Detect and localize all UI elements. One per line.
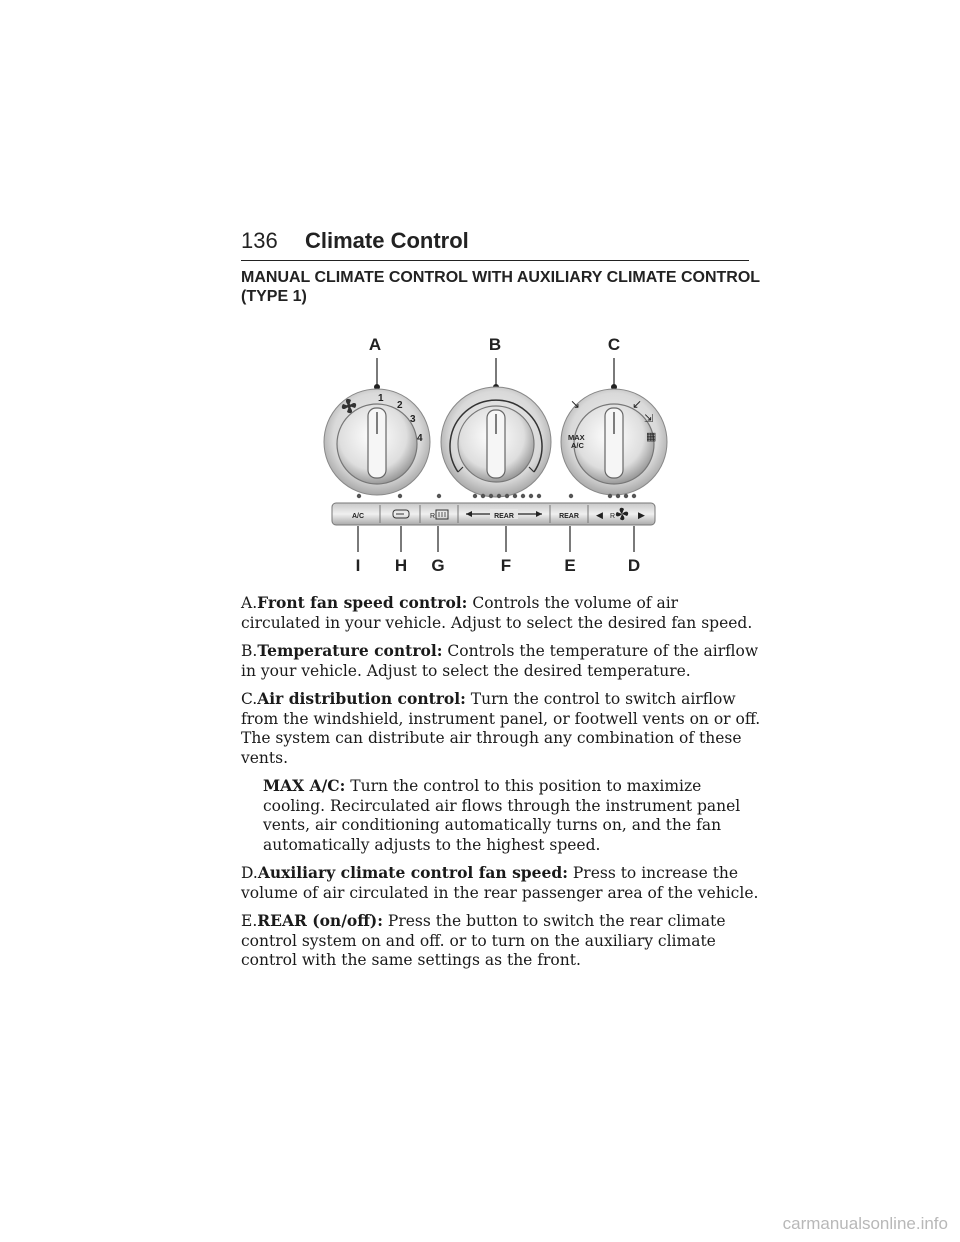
callout-i: I: [355, 556, 361, 575]
item-a: A.Front fan speed control: Controls the volume of air circulated in your vehicle. Adjust to select the desired fan speed.: [241, 593, 753, 632]
recirc-defrost-label[interactable]: R: [430, 513, 436, 520]
max-ac-label-ac: A/C: [571, 441, 584, 450]
body-text: [241, 593, 761, 979]
fan-speed-2: 2: [397, 400, 403, 411]
watermark: carmanualsonline.info: [782, 1214, 948, 1233]
section-title: MANUAL CLIMATE CONTROL WITH AUXILIARY CLIMATE CONTROL (TYPE 1): [241, 269, 760, 305]
rear-fan-decrease-icon[interactable]: ◀: [596, 510, 603, 520]
fan-speed-4: 4: [417, 433, 423, 444]
callout-f: F: [500, 556, 512, 575]
climate-control-diagram: [320, 330, 680, 580]
fan-speed-3: 3: [410, 414, 416, 425]
callout-a: A: [368, 335, 382, 354]
item-max-ac: MAX A/C: Turn the control to this position to maximize cooling. Recirculated air flows through the instrument panel vents, air conditioning automatically turns on, and the fan automatically adjusts to the highest speed.: [263, 776, 741, 854]
callout-c: C: [607, 335, 621, 354]
defrost-icon: ▦: [646, 431, 657, 443]
climate-control-figure: [320, 330, 680, 580]
rear-temperature-label: REAR: [494, 513, 514, 520]
fan-speed-1: 1: [378, 393, 384, 404]
temperature-knob[interactable]: [441, 387, 551, 497]
floor-defrost-icon: ⇲: [644, 413, 654, 425]
callout-d: D: [627, 556, 641, 575]
max-ac-label-max: MAX: [568, 433, 585, 442]
ac-button[interactable]: A/C: [351, 513, 365, 520]
callout-h: H: [394, 556, 408, 575]
item-e: E.REAR (on/off): Press the button to switch the rear climate control system on and off. or to turn on the auxiliary climate control with the same settings as the front.: [241, 911, 726, 969]
item-c: C.Air distribution control: Turn the control to switch airflow from the windshield, instrument panel, or footwell vents on or off. The system can distribute air through any combination of these vents.: [241, 689, 761, 767]
item-d: D.Auxiliary climate control fan speed: Press to increase the volume of air circulated in the rear passenger area of the vehicle.: [241, 863, 759, 902]
page-header: [241, 228, 749, 261]
item-b: B.Temperature control: Controls the temperature of the airflow in your vehicle. Adjust to select the desired temperature.: [241, 641, 759, 680]
rear-fan-increase-icon[interactable]: ▶: [638, 510, 645, 520]
page-number: 136: [241, 228, 278, 253]
bottom-callout-lines: [358, 526, 634, 552]
rear-fan-label: R: [610, 513, 616, 520]
callout-e: E: [564, 556, 576, 575]
chapter-title: Climate Control: [305, 228, 469, 253]
callout-g: G: [431, 556, 445, 575]
panel-vent-icon: ↘: [570, 397, 581, 411]
panel-floor-icon: ↙: [632, 397, 643, 411]
fan-speed-knob[interactable]: [324, 389, 430, 495]
rear-button[interactable]: REAR: [559, 513, 579, 520]
callout-b: B: [488, 335, 502, 354]
